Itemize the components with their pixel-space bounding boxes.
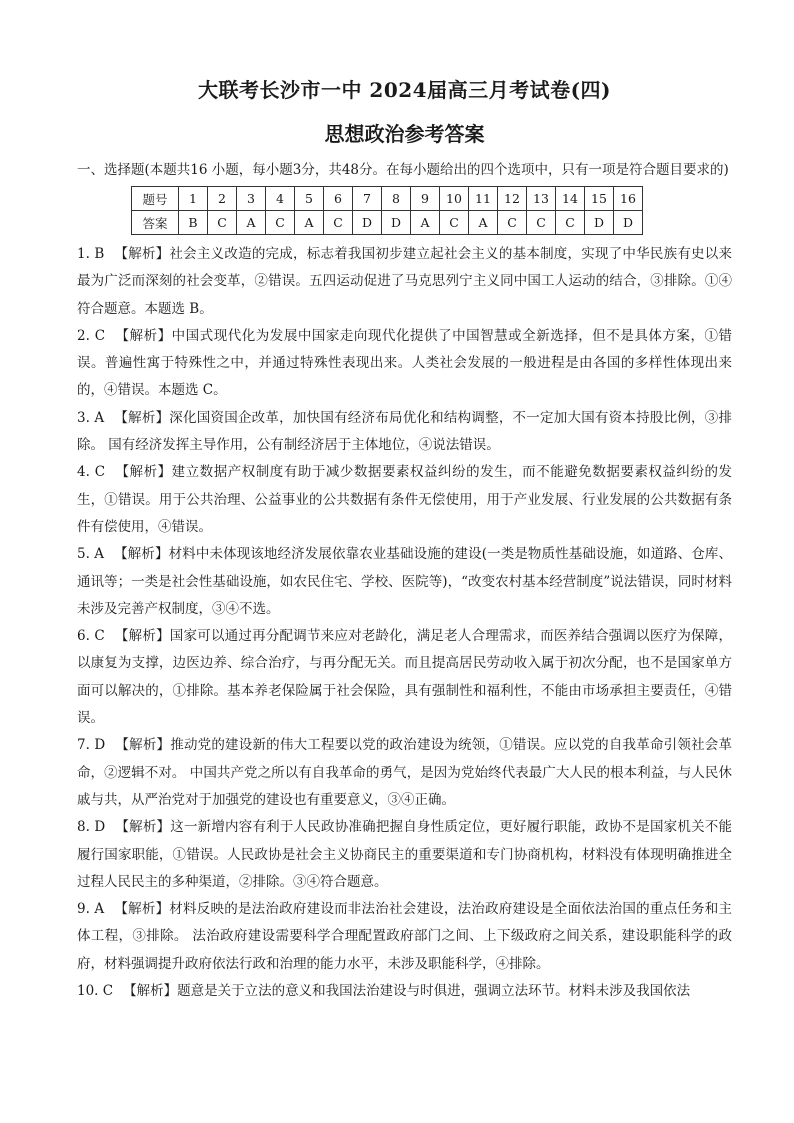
question-number: 7. D (77, 737, 106, 754)
answer-table-answer-cell: C (440, 211, 469, 235)
answer-table-number-cell: 7 (353, 187, 382, 211)
question-explanation (77, 978, 732, 1005)
question-explanation (77, 623, 732, 732)
question-explanation (77, 323, 732, 405)
answer-table-number-cell: 6 (324, 187, 353, 211)
question-explanation (77, 896, 732, 978)
answer-table-answer-cell: A (237, 211, 266, 235)
answer-table-answer-row (132, 211, 643, 235)
question-explanation (77, 405, 732, 460)
explanation-text: 【解析】深化国资国企改革，加快国有经济布局优化和结构调整，不一定加大国有资本持股比例，③排除。 国有经济发挥主导作用，公有制经济居于主体地位，④说法错误。 (77, 409, 733, 454)
question-number: 5. A (77, 546, 105, 563)
answer-table-answer-cell: C (527, 211, 556, 235)
answer-table-number-cell: 3 (237, 187, 266, 211)
answer-table-number-cell: 16 (614, 187, 643, 211)
question-number: 10. C (77, 983, 114, 1000)
question-number: 3. A (77, 409, 105, 426)
explanation-text: 【解析】材料中未体现该地经济发展依靠农业基础设施的建设(一类是物质性基础设施，如道路、仓库、通讯等；一类是社会性基础设施，如农民住宅、学校、医院等)，“改变农村基本经营制度”说法错误，同时材料未涉及完善产权制度，③④不选。 (77, 546, 733, 617)
answer-table-number-cell: 13 (527, 187, 556, 211)
answer-table-answer-cell: C (324, 211, 353, 235)
answer-table-number-cell: 1 (179, 187, 208, 211)
question-number: 1. B (77, 246, 105, 262)
question-explanation (77, 732, 732, 814)
answer-table-answer-cell: B (179, 211, 208, 235)
answer-table-answer-cell: D (614, 211, 643, 235)
explanation-text: 【解析】题意是关于立法的意义和我国法治建设与时俱进，强调立法环节。材料未涉及我国依法 (123, 983, 691, 1000)
explanation-text: 【解析】中国式现代化为发展中国家走向现代化提供了中国智慧或全新选择，但不是具体方案，①错误。普遍性寓于特殊性之中，并通过特殊性表现出来。人类社会发展的一般进程是由各国的多样性体现出来的，④错误。本题选 C。 (77, 327, 732, 399)
answer-table-answer-cell: C (556, 211, 585, 235)
question-number: 2. C (77, 327, 106, 344)
explanation-text: 【解析】国家可以通过再分配调节来应对老龄化，满足老人合理需求，而医养结合强调以医疗为保障，以康复为支撑，边医边养、综合治疗，与再分配无关。而且提高居民劳动收入属于初次分配，也不是国家单方面可以解决的，①排除。基本养老保险属于社会保险，具有强制性和福利性，不能由市场承担主要责任，④错误。 (77, 628, 732, 727)
explanation-text: 【解析】社会主义改造的完成，标志着我国初步建立起社会主义的基本制度，实现了中华民族有史以来最为广泛而深刻的社会变革，②错误。五四运动促进了马克思列宁主义同中国工人运动的结合，③排除。①④符合题意。本题选 B。 (77, 246, 733, 317)
answer-table-answer-cell: C (498, 211, 527, 235)
answer-table-number-row (132, 187, 643, 211)
question-explanation (77, 241, 732, 323)
answer-table-number-cell: 5 (295, 187, 324, 211)
explanation-text: 【解析】建立数据产权制度有助于减少数据要素权益纠纷的发生，而不能避免数据要素权益纠纷的发生，①错误。用于公共治理、公益事业的公共数据有条件无偿使用，用于产业发展、行业发展的公共数据有条件有偿使用，④错误。 (77, 464, 732, 535)
answer-table-number-cell: 14 (556, 187, 585, 211)
explanation-text: 【解析】材料反映的是法治政府建设而非法治社会建设，法治政府建设是全面依法治国的重点任务和主体工程，③排除。 法治政府建设需要科学合理配置政府部门之间、上下级政府之间关系，建设职能科学的政府，材料强调提升政府依法行政和治理的能力水平，未涉及职能科学，④排除。 (77, 901, 733, 972)
answer-table-answer-cell: D (353, 211, 382, 235)
explanation-text: 【解析】这一新增内容有利于人民政协准确把握自身性质定位，更好履行职能，政协不是国家机关不能履行国家职能，①错误。人民政协是社会主义协商民主的重要渠道和专门协商机构，材料没有体现明确推进全过程人民民主的多种渠道，②排除。③④符合题意。 (77, 819, 732, 890)
answer-table-answer-cell: C (266, 211, 295, 235)
answer-table-number-cell: 12 (498, 187, 527, 211)
answer-subtitle: 思想政治参考答案 (324, 122, 485, 146)
answer-table-answer-cell: D (585, 211, 614, 235)
answer-table-answer-cell: C (208, 211, 237, 235)
answer-table-answer-label: 答案 (132, 211, 179, 235)
exam-title: 大联考长沙市一中 2024届高三月考试卷(四) (197, 78, 612, 102)
answer-table (131, 186, 643, 235)
answer-table-answer-cell: D (382, 211, 411, 235)
explanation-text: 【解析】推动党的建设新的伟大工程要以党的政治建设为统领，①错误。应以党的自我革命引领社会革命，②逻辑不对。 中国共产党之所以有自我革命的勇气，是因为党始终代表最广大人民的根本利益，与人民休戚与共，从严治党对于加强党的建设也有重要意义，③④正确。 (77, 737, 732, 808)
answer-table-number-cell: 15 (585, 187, 614, 211)
question-number: 6. C (77, 628, 105, 645)
question-number: 4. C (77, 464, 106, 481)
question-explanation (77, 814, 732, 896)
answer-table-answer-cell: A (411, 211, 440, 235)
question-number: 8. D (77, 819, 106, 836)
answer-table-number-label: 题号 (132, 187, 179, 211)
answer-table-answer-cell: A (295, 211, 324, 235)
answer-table-answer-cell: A (469, 211, 498, 235)
answer-table-number-cell: 11 (469, 187, 498, 211)
answer-table-number-cell: 8 (382, 187, 411, 211)
answer-table-number-cell: 9 (411, 187, 440, 211)
answer-table-number-cell: 2 (208, 187, 237, 211)
answer-table-number-cell: 4 (266, 187, 295, 211)
answer-table-number-cell: 10 (440, 187, 469, 211)
section-heading: 一、选择题(本题共16 小题，每小题3分，共48分。在每小题给出的四个选项中，只有一项是符合题目要求的) (77, 162, 729, 178)
question-explanation (77, 459, 732, 541)
question-explanation (77, 541, 732, 623)
question-number: 9. A (77, 901, 105, 918)
